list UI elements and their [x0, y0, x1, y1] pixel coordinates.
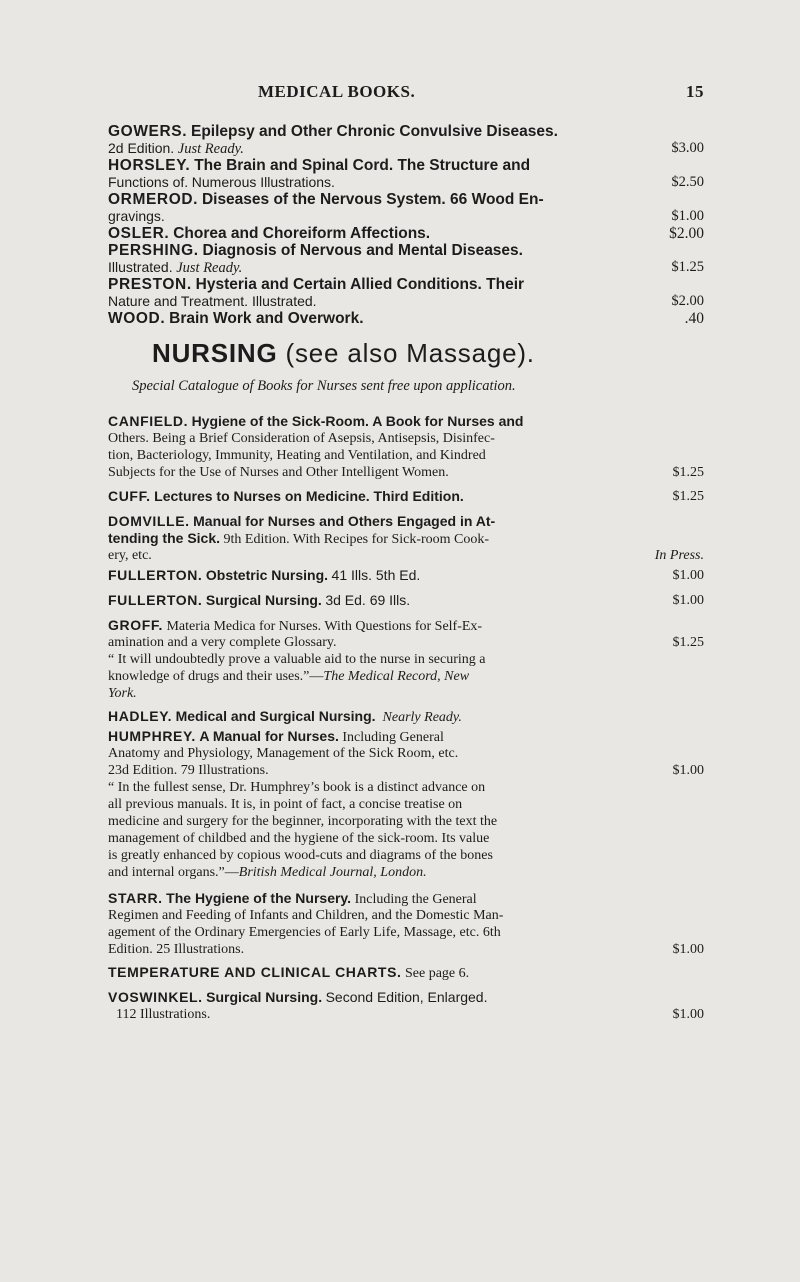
entry-text-line: agement of the Ordinary Emergencies of Early Life, Massage, etc. 6th [108, 925, 501, 940]
entry-title-cont: gravings. [108, 208, 165, 224]
entry-price: $2.50 [671, 174, 704, 190]
entry-price: $3.00 [671, 140, 704, 156]
entry-text: Subjects for the Use of Nurses and Other Intelligent Women. [108, 465, 449, 480]
entry-status: In Press. [654, 548, 704, 563]
entry-title: Surgical Nursing. [206, 989, 323, 1005]
entry-title: Epilepsy and Other Chronic Convulsive Diseases. [191, 123, 558, 140]
entry-preston [108, 276, 704, 310]
review-quote-line: management of childbed and the hygiene of the sick-room. Its value [108, 831, 490, 846]
top-entries [108, 123, 704, 327]
entry-author: FULLERTON. [108, 592, 203, 608]
entry-title: The Brain and Spinal Cord. The Structure and [194, 157, 531, 174]
entry-line [108, 530, 704, 547]
entry-title-cont: tending the Sick. [108, 530, 221, 546]
entry-last-line [116, 1006, 704, 1023]
entry-horsley [108, 157, 704, 191]
entry-author: DOMVILLE. [108, 513, 190, 529]
page-number: 15 [686, 82, 704, 101]
section-title [152, 338, 535, 369]
entry-title: TEMPERATURE AND CLINICAL CHARTS. [108, 964, 402, 980]
entry-price: $1.00 [672, 593, 704, 608]
entry-starr [108, 890, 704, 907]
entry-text: Including the General [354, 892, 477, 907]
entry-author: WOOD. [108, 310, 166, 327]
review-quote-text: knowledge of drugs and their uses.”— [108, 669, 324, 684]
entry-text: 9th Edition. With Recipes for Sick-room Cook- [223, 532, 490, 547]
entry-details: Illustrated. [108, 259, 173, 275]
entry-title: Brain Work and Overwork. [169, 310, 364, 327]
entry-title: Lectures to Nurses on Medicine. Third Edition. [154, 488, 464, 504]
entry-last-line [108, 762, 704, 779]
entry-humphrey [108, 728, 704, 745]
entry-text-line: Regimen and Feeding of Infants and Children, and the Domestic Man- [108, 908, 504, 923]
entry-price: $1.00 [672, 1007, 704, 1022]
review-quote-line [108, 668, 704, 685]
entry-author: VOSWINKEL. [108, 989, 203, 1005]
review-quote-line: medicine and surgery for the beginner, incorporating with the text the [108, 814, 498, 829]
review-quote-line: is greatly enhanced by copious wood-cuts and diagrams of the bones [108, 848, 493, 863]
entry-text: amination and a very complete Glossary. [108, 635, 337, 650]
entry-title-cont: Functions of. [108, 174, 189, 190]
entry-author: HORSLEY. [108, 157, 191, 174]
section-title-main: NURSING [152, 338, 278, 368]
entry-text-line: tion, Bacteriology, Immunity, Heating and Ventilation, and Kindred [108, 448, 486, 463]
entry-text: ery, etc. [108, 548, 152, 563]
entry-title-cont: Nature and Treatment. Illustrated. [108, 293, 317, 309]
entry-author: OSLER. [108, 225, 170, 242]
entry-title: Obstetric Nursing. [205, 567, 329, 583]
entry-wood [108, 310, 704, 327]
entry-cuff [108, 488, 704, 505]
review-source: British Medical Journal, London. [238, 865, 427, 880]
entry-text: Including General [342, 730, 444, 745]
entry-last-line [108, 464, 704, 481]
entry-last-line [108, 547, 704, 564]
entry-osler [108, 225, 704, 242]
entry-status: Just Ready. [177, 141, 244, 157]
entry-status: Nearly Ready. [382, 710, 462, 725]
entry-price: $1.25 [671, 259, 704, 275]
section-see-also: (see also Massage). [285, 338, 535, 368]
review-quote-line [108, 864, 704, 881]
running-head-title: MEDICAL BOOKS. [258, 82, 416, 101]
entry-price: $1.25 [672, 635, 704, 650]
entry-ormerod [108, 191, 704, 225]
entry-gowers [108, 123, 704, 157]
entry-details: 41 Ills. 5th Ed. [331, 567, 421, 583]
entry-groff [108, 617, 704, 634]
entry-text: 112 Illustrations. [116, 1007, 211, 1022]
entry-price: $1.25 [672, 489, 704, 504]
section-subtitle: Special Catalogue of Books for Nurses sent free upon application. [132, 378, 516, 394]
review-quote-line: all previous manuals. It is, in point of fact, a concise treatise on [108, 797, 463, 812]
entry-text-line: Others. Being a Brief Consideration of Asepsis, Antisepsis, Disinfec- [108, 431, 495, 446]
entry-author: FULLERTON. [108, 567, 203, 583]
entry-price: $2.00 [669, 225, 704, 242]
entry-domville [108, 513, 704, 530]
entry-status: Just Ready. [176, 260, 243, 276]
entry-text: Edition. 25 Illustrations. [108, 942, 245, 957]
entry-title: Materia Medica for Nurses. With Questions for Self-Ex- [166, 619, 483, 634]
entry-price: $1.25 [672, 465, 704, 480]
entry-title: Chorea and Choreiform Affections. [173, 225, 431, 242]
entry-voswinkel [108, 989, 704, 1006]
entry-title: The Hygiene of the Nursery. [166, 890, 352, 906]
entry-price: $2.00 [671, 293, 704, 309]
review-quote-text: and internal organs.”— [108, 865, 239, 880]
entry-price: $1.00 [671, 208, 704, 224]
entry-reference: See page 6. [405, 966, 470, 981]
entry-temperature-charts [108, 964, 704, 981]
entry-text-line: Anatomy and Physiology, Management of the Sick Room, etc. [108, 746, 459, 761]
entry-title: Manual for Nurses and Others Engaged in At- [193, 513, 496, 529]
entry-canfield [108, 413, 704, 430]
entry-details: 3d Ed. 69 Ills. [325, 592, 411, 608]
entry-author: ORMEROD. [108, 191, 199, 208]
entry-title: Diagnosis of Nervous and Mental Diseases. [202, 242, 523, 259]
entry-title: Hygiene of the Sick-Room. A Book for Nurses and [191, 413, 524, 429]
entry-author: STARR. [108, 890, 163, 906]
entry-title: Medical and Surgical Nursing. [175, 708, 376, 724]
entry-author: HUMPHREY. [108, 728, 196, 744]
running-head [108, 82, 704, 108]
entry-details: Second Edition, Enlarged. [325, 989, 488, 1005]
entry-author: HADLEY. [108, 708, 173, 724]
entry-author: CUFF. [108, 488, 151, 504]
entry-author: CANFIELD. [108, 413, 189, 429]
entry-title: Hysteria and Certain Allied Conditions. Their [195, 276, 525, 293]
entry-price: $1.00 [672, 763, 704, 778]
entry-text: 23d Edition. 79 Illustrations. [108, 763, 269, 778]
review-quote-line: “ In the fullest sense, Dr. Humphrey’s book is a distinct advance on [108, 780, 486, 795]
entry-pershing [108, 242, 704, 276]
review-quote-line: “ It will undoubtedly prove a valuable aid to the nurse in securing a [108, 652, 486, 667]
entry-price: .40 [684, 310, 704, 327]
entry-title: A Manual for Nurses. [199, 728, 339, 744]
entry-hadley [108, 708, 704, 725]
entry-price: $1.00 [672, 942, 704, 957]
entry-author: PERSHING. [108, 242, 199, 259]
entry-last-line [108, 634, 704, 651]
review-source: The Medical Record, New [323, 669, 470, 684]
entry-details: 2d Edition. [108, 140, 175, 156]
entry-fullerton-obstetric [108, 567, 704, 584]
entry-fullerton-surgical [108, 592, 704, 609]
review-quote-line [108, 685, 704, 702]
entry-price: $1.00 [672, 568, 704, 583]
review-source: York. [108, 686, 137, 701]
entry-author: GOWERS. [108, 123, 188, 140]
entry-author: PRESTON. [108, 276, 192, 293]
entry-author: GROFF. [108, 617, 163, 633]
entry-title: Surgical Nursing. [205, 592, 322, 608]
entry-details: Numerous Illustrations. [191, 174, 335, 190]
entry-title: Diseases of the Nervous System. 66 Wood En- [201, 191, 544, 208]
entry-last-line [108, 941, 704, 958]
